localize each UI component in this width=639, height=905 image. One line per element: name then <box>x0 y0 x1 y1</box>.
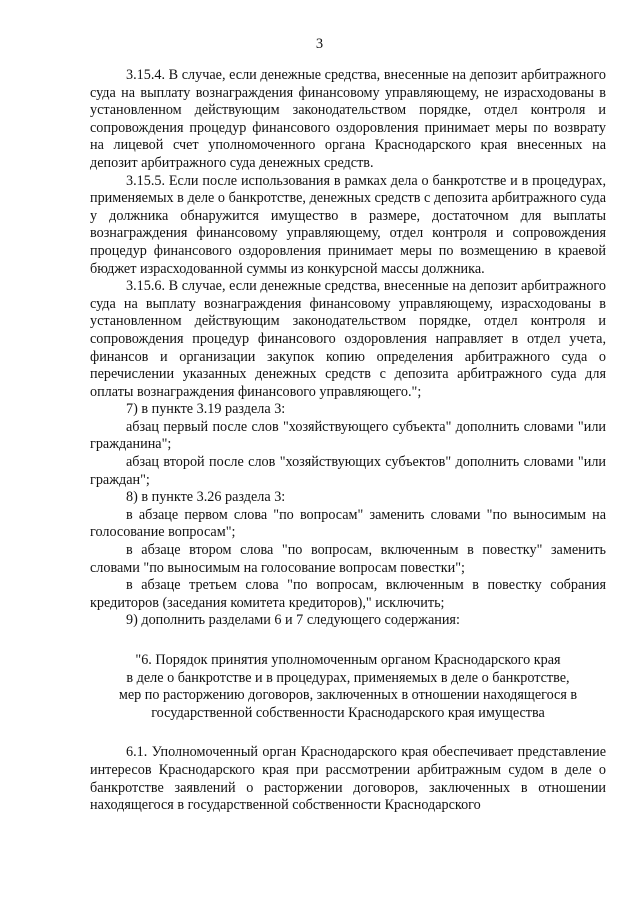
paragraph-6-1: 6.1. Уполномоченный орган Краснодарского края обеспечивает представление интересов Краснодарского края при рассмотрении арбитражным судом в деле о банкротстве заявлений о расторжении договоров, заключенных в отношении находящегося в государственной собственности Краснодарского <box>90 744 606 814</box>
paragraph-3-15-5: 3.15.5. Если после использования в рамках дела о банкротстве и в процедурах, применяемых в деле о банкротстве, денежных средств с депозита арбитражного суда у должника обнаружится имущество в размере, достаточном для выплаты вознаграждения финансовому управляющему, отдел контроля и сопровождения процедур финансового оздоровления принимает меры по возмещению в краевой бюджет израсходованной суммы из конкурсной массы должника. <box>90 172 606 277</box>
amendment-item-8-third-abzac: в абзаце третьем слова "по вопросам, включенным в повестку собрания кредиторов (заседания комитета кредиторов)," исключить; <box>90 577 606 611</box>
amendment-item-8-second-abzac: в абзаце втором слова "по вопросам, включенным в повестку" заменить словами "по выносимым на голосование вопросам повестки"; <box>90 542 606 576</box>
amendment-item-7-first-abzac: абзац первый после слов "хозяйствующего субъекта" дополнить словами "или гражданина"; <box>90 418 606 453</box>
heading-line: мер по расторжению договоров, заключенных в отношении находящегося в <box>118 687 578 704</box>
amendment-item-7-second-abzac: абзац второй после слов "хозяйствующих субъектов" дополнить словами "или граждан"; <box>90 454 606 488</box>
paragraph-3-15-4: 3.15.4. В случае, если денежные средства, внесенные на депозит арбитражного суда на выплату вознаграждения финансовому управляющему, не израсходованы в установленном действующим законодательством порядке, отдел контроля и сопровождения процедур финансового оздоровления принимает меры по возврату на лицевой счет уполномоченного органа Краснодарского края внесенных на депозит арбитражного суда денежных средств. <box>90 67 606 171</box>
heading-line: в деле о банкротстве и в процедурах, применяемых в деле о банкротстве, <box>126 669 570 686</box>
page-number: 3 <box>315 36 324 52</box>
heading-line: "6. Порядок принятия уполномоченным органом Краснодарского края <box>135 652 561 668</box>
heading-line: государственной собственности Краснодарского края имущества <box>151 704 545 721</box>
document-body <box>90 67 606 815</box>
amendment-item-8: 8) в пункте 3.26 раздела 3: <box>126 489 286 506</box>
paragraph-3-15-6: 3.15.6. В случае, если денежные средства, внесенные на депозит арбитражного суда на выплату вознаграждения финансовому управляющему, израсходованы в установленном действующим законодательством порядке, отдел контроля и сопровождения процедур финансового оздоровления направляет в отдел учета, финансов и организации закупок копию определения арбитражного суда о перечислении указанных денежных средств с депозита арбитражного суда для оплаты вознаграждения финансового управляющего."; <box>90 278 606 400</box>
section-6-heading <box>90 652 606 722</box>
amendment-item-8-first-abzac: в абзаце первом слова "по вопросам" заменить словами "по выносимым на голосование вопросам"; <box>90 506 606 541</box>
amendment-item-7: 7) в пункте 3.19 раздела 3: <box>126 401 286 418</box>
amendment-item-9: 9) дополнить разделами 6 и 7 следующего содержания: <box>126 612 460 629</box>
